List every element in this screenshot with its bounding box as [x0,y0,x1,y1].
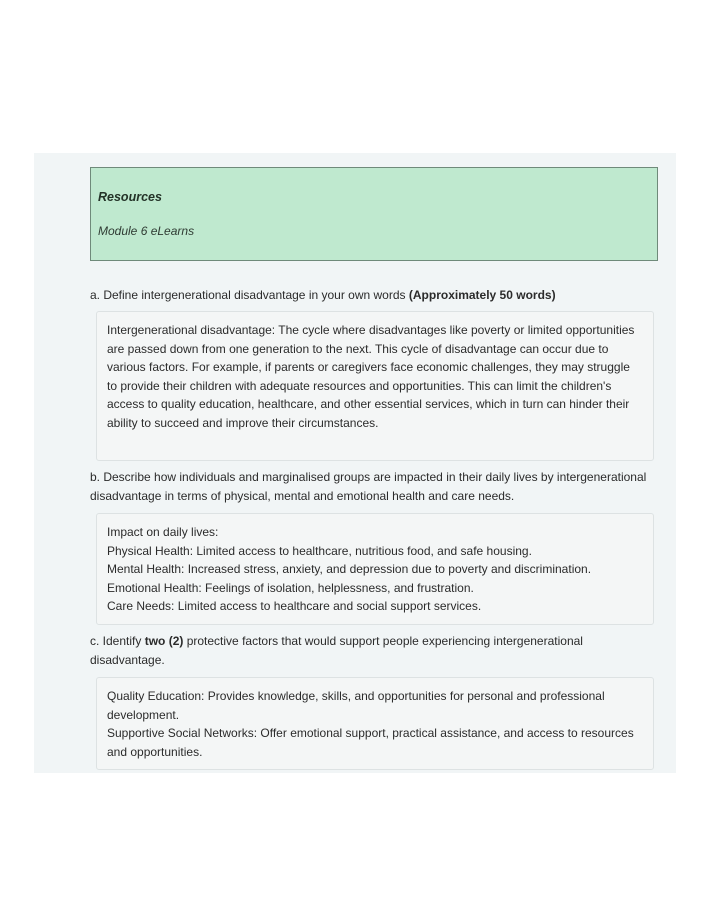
answer-b-line: Care Needs: Limited access to healthcare and social support services. [107,599,482,613]
question-c-emphasis: two (2) [144,634,184,648]
question-b-text: b. Describe how individuals and marginalised groups are impacted in their daily lives by intergenerational disadvantage in terms of physical, mental and emotional health and care needs. [90,470,647,503]
question-c-suffix: protective factors that would support people experiencing intergenerational disadvantage. [90,634,583,667]
answer-b-line: Impact on daily lives: [107,525,219,539]
question-a-emphasis: (Approximately 50 words) [408,288,556,302]
answer-c-line: Quality Education: Provides knowledge, skills, and opportunities for personal and professional development. [107,689,605,722]
resources-box [90,167,658,261]
answer-c [96,677,654,770]
question-a [90,286,660,305]
answer-b-line: Physical Health: Limited access to healthcare, nutritious food, and safe housing. [107,543,532,558]
question-c-text: c. Identify [90,634,145,648]
answer-b [96,513,654,625]
resources-item: Module 6 eLearns [98,224,195,238]
question-b [90,468,660,506]
answer-c-line: Supportive Social Networks: Offer emotional support, practical assistance, and access to resources and opportunities. [107,726,634,759]
question-c [90,632,660,670]
answer-b-line: Emotional Health: Feelings of isolation, helplessness, and frustration. [107,580,474,595]
resources-title: Resources [98,190,162,204]
answer-a [96,311,654,461]
answer-b-line: Mental Health: Increased stress, anxiety, and depression due to poverty and discrimination. [107,562,592,576]
question-a-text: a. Define intergenerational disadvantage in your own words [90,288,409,302]
answer-a-text: Intergenerational disadvantage: The cycle where disadvantages like poverty or limited opportunities are passed down from one generation to the next. This cycle of disadvantage can occur due to various factors. For example, if parents or caregivers face economic challenges, they may struggle to provide their children with adequate resources and opportunities. This can limit the children's access to quality education, healthcare, and other essential services, which in turn can hinder their ability to succeed and improve their circumstances. [107,323,635,430]
